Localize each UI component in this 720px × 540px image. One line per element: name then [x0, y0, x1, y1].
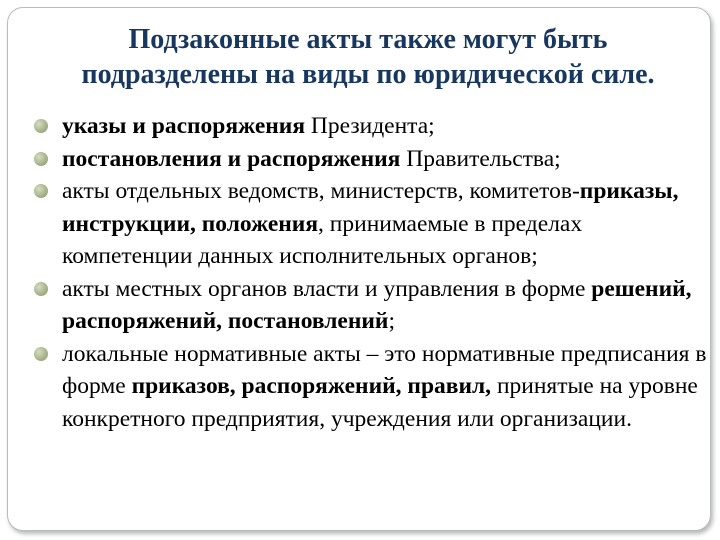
slide-title: [28, 22, 708, 92]
bullet-bold-text: решений, распоряжений, постановлений: [62, 275, 692, 334]
bullet-text: акты местных органов власти и управления в форме: [62, 275, 592, 302]
bullet-list: [28, 110, 708, 435]
bullet-dot-icon: [34, 119, 48, 133]
bullet-text: принятые на уровне конкретного предприятия, учреждения или организации.: [62, 373, 698, 432]
bullet-text: , принимаемые в пределах компетенции данных исполнительных органов;: [62, 210, 583, 269]
title-line-2: подразделены на виды по юридической силе.: [81, 59, 655, 90]
bullet-item-government-acts: [28, 143, 708, 176]
bullet-dot-icon: [34, 347, 48, 361]
bullet-text: ;: [388, 308, 396, 334]
bullet-bold-text: постановления и распоряжения: [62, 145, 401, 172]
bullet-text: акты отдельных ведомств, министерств, комитетов-: [62, 178, 580, 204]
bullet-text: Президента;: [305, 113, 435, 139]
title-line-1: Подзаконные акты также могут быть: [128, 24, 608, 55]
bullet-item-local-authority-acts: [28, 273, 708, 338]
bullet-bold-text: приказы, инструкции, положения: [62, 178, 679, 237]
bullet-item-local-normative-acts: [28, 338, 708, 436]
bullet-text: локальные нормативные акты – это нормативные предписания в форме: [62, 340, 707, 399]
bullet-bold-text: приказов, распоряжений, правил,: [131, 373, 492, 399]
bullet-bold-text: указы и распоряжения: [62, 113, 306, 139]
bullet-dot-icon: [34, 184, 48, 198]
bullet-text: Правительства;: [400, 145, 561, 172]
bullet-item-ministry-acts: [28, 175, 708, 273]
bullet-item-president-acts: [28, 110, 708, 143]
slide-frame: [7, 7, 711, 531]
bullet-dot-icon: [34, 152, 48, 166]
bullet-dot-icon: [34, 282, 48, 296]
